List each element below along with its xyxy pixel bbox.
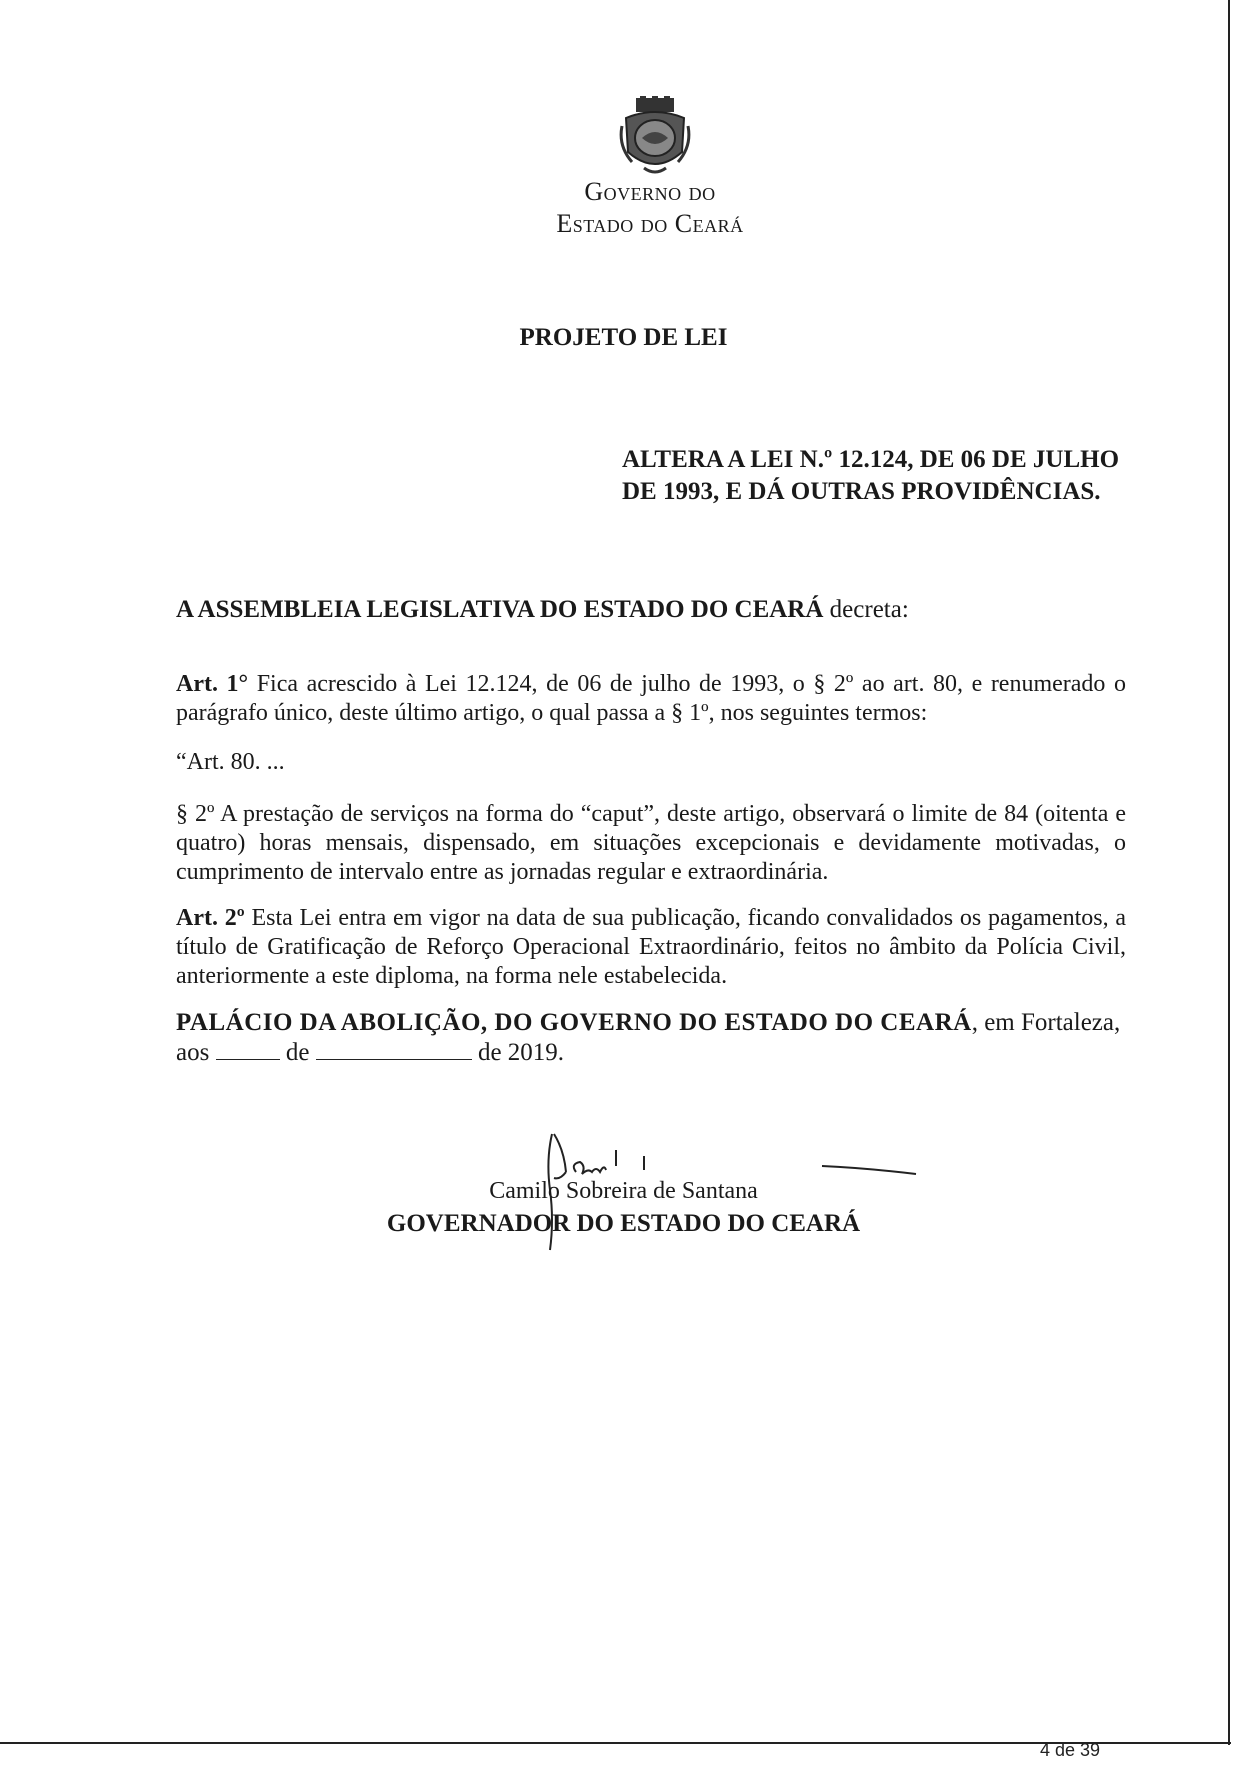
article-1 bbox=[176, 670, 1126, 728]
article-2-label: Art. 2º bbox=[176, 905, 245, 931]
ementa-line2: DE 1993, E DÁ OUTRAS PROVIDÊNCIAS. bbox=[622, 478, 1101, 505]
document-title: PROJETO DE LEI bbox=[519, 324, 728, 351]
closing-aos: aos bbox=[176, 1039, 210, 1066]
closing-year: de 2019. bbox=[477, 1039, 565, 1066]
preamble bbox=[176, 596, 909, 624]
article-1-text: Fica acrescido à Lei 12.124, de 06 de julho de 1993, o § 2º ao art. 80, e renumerado o parágrafo único, deste último artigo, o qual passa a § 1º, nos seguintes termos: bbox=[176, 671, 1126, 726]
closing-de: de bbox=[285, 1039, 310, 1066]
signer-name: Camilo Sobreira de Santana bbox=[489, 1178, 758, 1204]
month-blank bbox=[316, 1037, 472, 1060]
day-blank bbox=[216, 1037, 280, 1060]
preamble-decreta: decreta: bbox=[823, 596, 909, 623]
state-coat-of-arms-icon bbox=[618, 96, 692, 180]
government-header-line2: Estado do Ceará bbox=[556, 209, 744, 238]
right-margin-rule bbox=[1228, 0, 1230, 1745]
article-2-text: Esta Lei entra em vigor na data de sua publicação, ficando convalidados os pagamentos, a título de Gratificação de Reforço Operacional Extraordinário, feitos no âmbito da Polícia Civil, anteriormente a este diploma, na forma nele estabelecida. bbox=[176, 905, 1127, 989]
signer-role: GOVERNADOR DO ESTADO DO CEARÁ bbox=[386, 1210, 861, 1237]
government-header-line1: Governo do bbox=[584, 177, 716, 206]
article-2 bbox=[176, 904, 1126, 991]
quoted-article-80: “Art. 80. ... bbox=[176, 749, 285, 775]
article-1-label: Art. 1° bbox=[176, 671, 249, 697]
government-header bbox=[450, 176, 850, 240]
page-number: 4 de 39 bbox=[1040, 1740, 1101, 1760]
closing-formula bbox=[176, 1008, 1126, 1067]
ementa-line1: ALTERA A LEI N.º 12.124, DE 06 DE JULHO bbox=[622, 446, 1120, 473]
ementa bbox=[622, 444, 1142, 508]
paragraph-2: § 2º A prestação de serviços na forma do “caput”, deste artigo, observará o limite de 84 (oitenta e quatro) horas mensais, dispensado, em situações excepcionais e devidamente motivadas, o cumprimento de intervalo entre as jornadas regular e extraordinária. bbox=[176, 801, 1126, 885]
preamble-assembly: A ASSEMBLEIA LEGISLATIVA DO ESTADO DO CEARÁ bbox=[176, 596, 824, 623]
closing-place: , em Fortaleza, bbox=[971, 1009, 1121, 1036]
closing-palace: PALÁCIO DA ABOLIÇÃO, DO GOVERNO DO ESTADO DO CEARÁ bbox=[176, 1009, 972, 1036]
